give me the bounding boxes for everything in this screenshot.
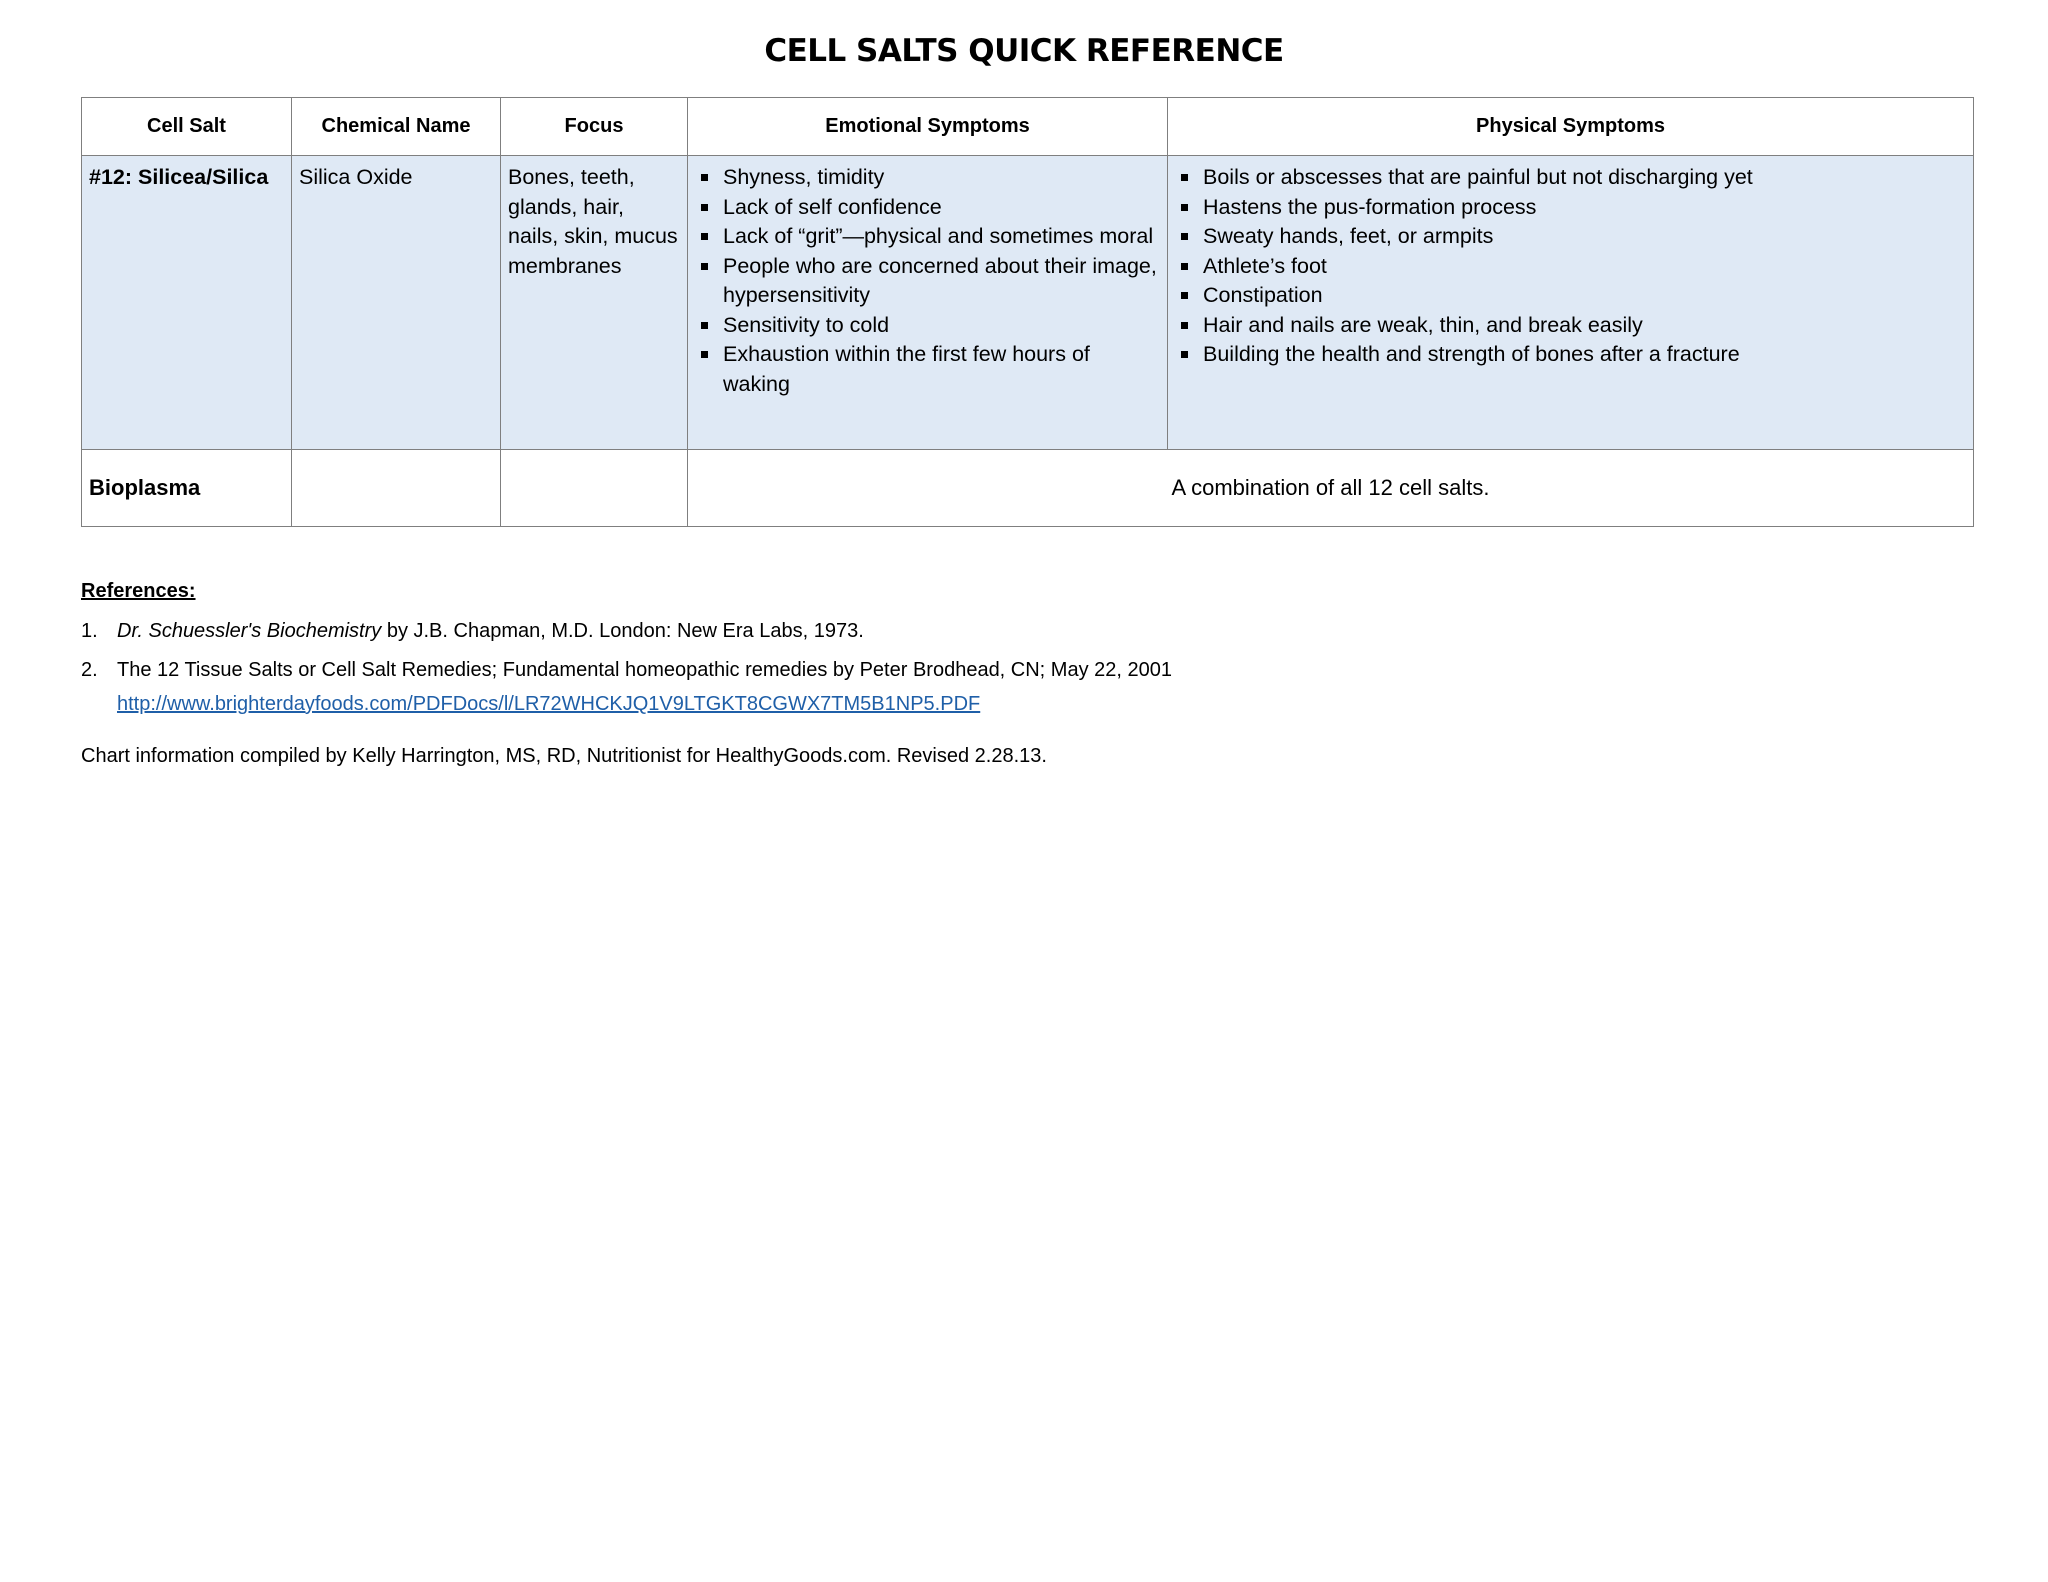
physical-symptoms — [1168, 156, 1974, 450]
emotional-symptoms-list — [695, 163, 1160, 399]
table-row-bioplasma — [82, 450, 1974, 527]
table-header-row — [82, 98, 1974, 156]
list-item: People who are concerned about their image, hypersensitivity — [695, 252, 1160, 311]
header-emotional-symptoms: Emotional Symptoms — [688, 98, 1168, 156]
reference-item — [81, 618, 1971, 644]
list-item: Hair and nails are weak, thin, and break easily — [1175, 311, 1966, 341]
page-title: CELL SALTS QUICK REFERENCE — [764, 33, 1284, 69]
list-item: Constipation — [1175, 281, 1966, 311]
cell-salts-table — [81, 97, 1974, 527]
emotional-symptoms — [688, 156, 1168, 450]
compiled-note: Chart information compiled by Kelly Harrington, MS, RD, Nutritionist for HealthyGoods.com. Revised 2.28.13. — [81, 745, 1047, 767]
reference-item — [81, 657, 1971, 683]
list-item: Sweaty hands, feet, or armpits — [1175, 222, 1966, 252]
list-item: Lack of “grit”—physical and sometimes moral — [695, 222, 1160, 252]
bioplasma-description: A combination of all 12 cell salts. — [688, 450, 1974, 527]
list-item: Boils or abscesses that are painful but not discharging yet — [1175, 163, 1966, 193]
focus: Bones, teeth, glands, hair, nails, skin, mucus membranes — [501, 156, 688, 450]
focus — [501, 450, 688, 527]
list-item: Shyness, timidity — [695, 163, 1160, 193]
reference-link[interactable]: http://www.brighterdayfoods.com/PDFDocs/l/LR72WHCKJQ1V9LTGKT8CGWX7TM5B1NP5.PDF — [117, 693, 981, 715]
header-physical-symptoms: Physical Symptoms — [1168, 98, 1974, 156]
header-cell-salt: Cell Salt — [82, 98, 292, 156]
references-section — [81, 578, 1971, 769]
reference-text — [117, 618, 864, 644]
header-focus: Focus — [501, 98, 688, 156]
header-chemical-name: Chemical Name — [292, 98, 501, 156]
reference-details: by J.B. Chapman, M.D. London: New Era Labs, 1973. — [381, 620, 864, 642]
reference-number: 2. — [81, 659, 98, 681]
list-item: Building the health and strength of bones after a fracture — [1175, 340, 1966, 370]
reference-number: 1. — [81, 620, 98, 642]
list-item: Hastens the pus-formation process — [1175, 193, 1966, 223]
references-heading: References: — [81, 580, 196, 602]
chemical-name — [292, 450, 501, 527]
list-item: Lack of self confidence — [695, 193, 1160, 223]
table-row-silica — [82, 156, 1974, 450]
list-item: Sensitivity to cold — [695, 311, 1160, 341]
list-item: Athlete’s foot — [1175, 252, 1966, 282]
cell-salt-name: Bioplasma — [82, 450, 292, 527]
reference-text: The 12 Tissue Salts or Cell Salt Remedies; Fundamental homeopathic remedies by Peter Brodhead, CN; May 22, 2001 — [117, 659, 1172, 681]
chemical-name: Silica Oxide — [292, 156, 501, 450]
physical-symptoms-list — [1175, 163, 1966, 370]
cell-salt-name: #12: Silicea/Silica — [82, 156, 292, 450]
list-item: Exhaustion within the first few hours of waking — [695, 340, 1160, 399]
reference-book-title: Dr. Schuessler's Biochemistry — [117, 620, 382, 642]
